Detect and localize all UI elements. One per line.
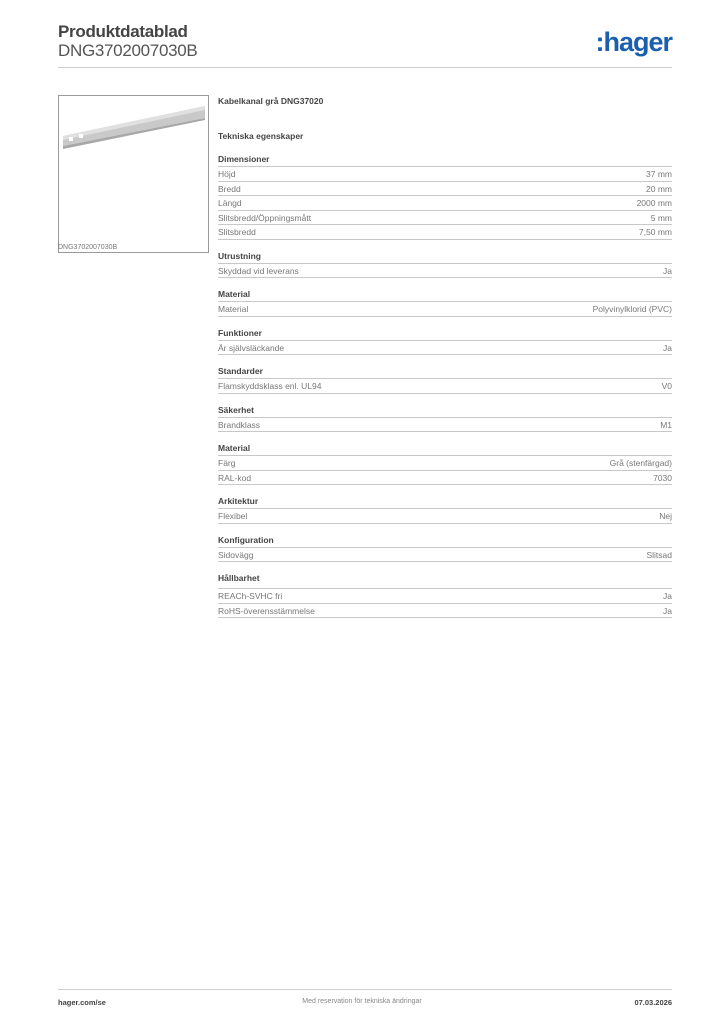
footer-date: 07.03.2026	[634, 998, 672, 1007]
spec-sections	[218, 152, 672, 618]
spec-label: Slitsbredd/Öppningsmått	[218, 212, 312, 223]
hager-logo: :hager	[595, 27, 672, 57]
product-title: Kabelkanal grå DNG37020	[218, 96, 324, 106]
spec-section	[218, 571, 672, 618]
spec-value: Ja	[663, 265, 672, 276]
spec-section	[218, 494, 672, 524]
spec-label: Höjd	[218, 169, 236, 179]
spec-label: Sidovägg	[218, 549, 254, 560]
spec-label: Längd	[218, 198, 242, 208]
spec-value: Ja	[663, 342, 672, 353]
spec-value: Ja	[663, 605, 672, 616]
spec-label: Flamskyddsklass enl. UL94	[218, 381, 322, 391]
spec-value: 2000 mm	[636, 198, 672, 208]
section-heading: Funktioner	[218, 326, 672, 341]
spec-value: Ja	[663, 591, 672, 601]
spec-value: 37 mm	[646, 169, 672, 179]
spec-section	[218, 249, 672, 279]
spec-row	[218, 264, 672, 279]
spec-row	[218, 456, 672, 471]
spec-value: M1	[660, 419, 672, 430]
doc-product-code: DNG3702007030B	[58, 41, 198, 60]
spec-label: Slitsbredd	[218, 227, 256, 237]
doc-title: Produktdatablad	[58, 22, 188, 41]
spec-label: REACh-SVHC fri	[218, 591, 283, 601]
spec-row	[218, 418, 672, 433]
spec-row	[218, 225, 672, 240]
section-heading: Konfiguration	[218, 533, 672, 548]
spec-section	[218, 533, 672, 563]
spec-section	[218, 441, 672, 485]
spec-section	[218, 364, 672, 394]
spec-row	[218, 211, 672, 226]
product-image-caption: DNG3702007030B	[58, 244, 118, 251]
spec-row	[218, 167, 672, 182]
section-heading: Material	[218, 287, 672, 302]
section-heading: Dimensioner	[218, 152, 672, 167]
section-heading: Standarder	[218, 364, 672, 379]
spec-value: 5 mm	[650, 212, 672, 223]
footer-divider	[58, 989, 672, 990]
spec-value: V0	[661, 381, 672, 391]
spec-value: 20 mm	[646, 183, 672, 194]
spec-value: 7,50 mm	[638, 227, 672, 237]
spec-row	[218, 379, 672, 394]
section-heading: Utrustning	[218, 249, 672, 264]
spec-label: Brandklass	[218, 419, 261, 430]
spec-label: Skyddad vid leverans	[218, 265, 299, 276]
spec-section	[218, 326, 672, 356]
spec-row	[218, 182, 672, 197]
spec-label: RAL-kod	[218, 472, 252, 483]
spec-row	[218, 604, 672, 619]
section-heading: Hållbarhet	[218, 571, 672, 589]
footer-website[interactable]: hager.com/se	[58, 998, 106, 1007]
spec-row	[218, 196, 672, 211]
spec-row	[218, 302, 672, 317]
spec-section	[218, 287, 672, 317]
spec-value: Nej	[659, 511, 672, 521]
spec-row	[218, 341, 672, 356]
section-heading: Material	[218, 441, 672, 456]
section-heading: Arkitektur	[218, 494, 672, 509]
tech-heading: Tekniska egenskaper	[218, 131, 304, 141]
spec-value: Polyvinylklorid (PVC)	[592, 304, 672, 314]
spec-label: Färg	[218, 458, 236, 468]
spec-row	[218, 509, 672, 524]
spec-label: RoHS-överensstämmelse	[218, 605, 315, 616]
spec-row	[218, 589, 672, 604]
product-image	[58, 95, 209, 253]
spec-label: Bredd	[218, 183, 241, 194]
spec-section	[218, 152, 672, 240]
spec-value: 7030	[653, 472, 672, 483]
spec-row	[218, 548, 672, 563]
section-heading: Säkerhet	[218, 403, 672, 418]
header-divider	[58, 67, 672, 68]
spec-column	[218, 96, 672, 618]
spec-label: Material	[218, 304, 249, 314]
spec-label: Är självsläckande	[218, 342, 285, 353]
footer-disclaimer: Med reservation för tekniska ändringar	[302, 998, 422, 1005]
spec-label: Flexibel	[218, 511, 248, 521]
spec-value: Slitsad	[646, 549, 672, 560]
spec-value: Grå (stenfärgad)	[609, 458, 672, 468]
spec-row	[218, 471, 672, 486]
spec-section	[218, 403, 672, 433]
